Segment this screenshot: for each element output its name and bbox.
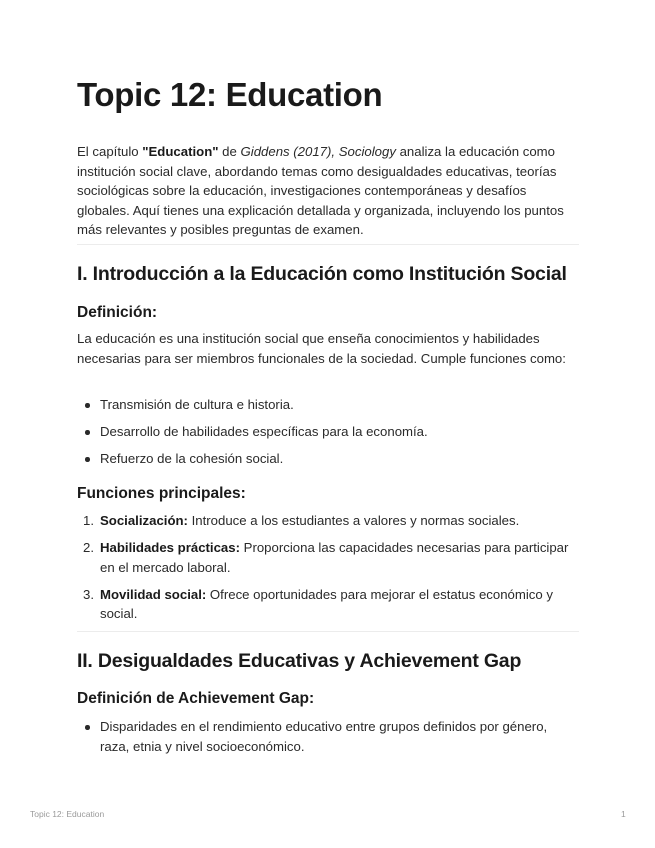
section-1-heading: I. Introducción a la Educación como Institución Social: [77, 263, 567, 285]
funciones-numbered-list: [77, 511, 579, 624]
page-title: Topic 12: Education: [77, 76, 383, 113]
definicion-paragraph: La educación es una institución social que enseña conocimientos y habilidades necesarias para ser miembros funcionales de la sociedad. Cumple funciones como:: [77, 331, 566, 366]
achievement-gap-heading: Definición de Achievement Gap:: [77, 690, 315, 707]
list-item-text: Refuerzo de la cohesión social.: [100, 451, 284, 466]
section-divider: [77, 631, 579, 632]
intro-text-1: El capítulo: [77, 144, 143, 159]
footer-title: Topic 12: Education: [30, 809, 105, 819]
funciones-bullet-list: [77, 395, 579, 469]
intro-bold: "Education": [142, 144, 219, 159]
list-item-label: Habilidades prácticas:: [100, 540, 240, 555]
list-item-text: Ofrece oportunidades para mejorar el estatus económico y social.: [100, 586, 553, 621]
list-item: [77, 395, 579, 415]
section-divider: [77, 244, 579, 245]
definicion-heading: Definición:: [77, 304, 158, 321]
intro-citation: Giddens (2017), Sociology: [240, 144, 396, 159]
list-item-label: Socialización:: [100, 513, 188, 528]
intro-text-3: analiza la educación como institución social clave, abordando temas como desigualdades educativas, teorías sociológicas sobre la educación, investigaciones contemporáneas y desafíos globales. Aquí tienes una explicación detallada y organizada, incluyendo los puntos más relevantes y posibles preguntas de examen.: [77, 144, 564, 237]
list-item: [77, 585, 579, 624]
list-item: [77, 422, 579, 442]
list-item-text: Desarrollo de habilidades específicas para la economía.: [100, 424, 428, 439]
funciones-principales-heading: Funciones principales:: [77, 485, 246, 502]
list-item-text: Introduce a los estudiantes a valores y normas sociales.: [187, 513, 520, 528]
section-2-heading: II. Desigualdades Educativas y Achievement Gap: [77, 650, 522, 672]
list-item-text: Disparidades en el rendimiento educativo entre grupos definidos por género, raza, etnia y nivel socioeconómico.: [100, 719, 548, 754]
achievement-gap-bullet-list: [77, 717, 579, 756]
list-number: 2.: [83, 540, 94, 555]
list-item-text: Proporciona las capacidades necesarias para participar en el mercado laboral.: [100, 540, 569, 575]
list-item: [77, 511, 579, 531]
list-number: 3.: [83, 586, 94, 602]
intro-paragraph: [77, 142, 579, 240]
list-item: [77, 538, 579, 577]
list-item: [77, 717, 579, 756]
list-item-text: Transmisión de cultura e historia.: [100, 397, 294, 412]
footer-page-number: 1: [621, 809, 626, 819]
list-number: 1.: [83, 513, 94, 528]
list-item-label: Movilidad social:: [100, 586, 207, 602]
list-item: [77, 449, 579, 469]
intro-text-2: de: [218, 144, 241, 159]
